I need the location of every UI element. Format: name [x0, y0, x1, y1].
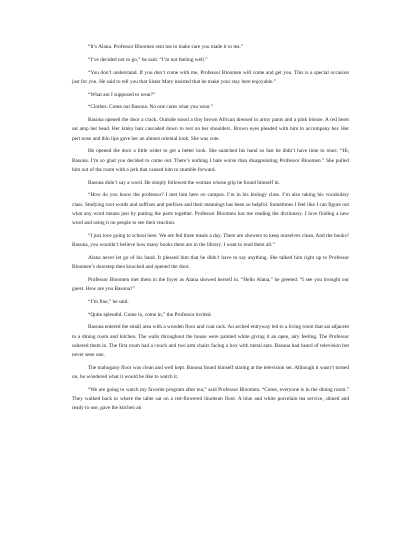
paragraph-12: Professor Bloomen met them in the foyer as Alana showed herself in. “Hello Alana,” he greeted. “I see you brought our guest. How are you Basona?” [72, 276, 349, 292]
paragraph-1: “It’s Alana. Professor Bloomen sent me to make sure you made it to tea.” [88, 44, 244, 50]
paragraph-10: “I just love going to school here. We are fed three meals a day. There are showers to keep ourselves clean. And the books? Basona, you wouldn’t believe how many books there are in the library. I want to read them all.” [72, 232, 349, 248]
paragraph-7: He opened the door a little wider to get a better look. She snatched his hand so fast he didn’t have time to react. “Hi, Basona. I’m so glad you decided to come out. There’s nothing I hate worse than disappointing Professor Bloomen.” She pulled him out of the room with a jerk that caused him to stumble forward. [72, 148, 349, 173]
paragraph-5: “Clothes. Come out Basona. No one cares what you wear.” [88, 104, 214, 111]
body-text [72, 43, 349, 417]
paragraph-3: “You don’t understand. If you don’t come with me, Professor Bloomen will come and get you. This is a special occasion just for you. He said to tell you that Sister Mary insisted that he make your stay here enjoyable.” [72, 69, 349, 85]
paragraph-4: “What am I supposed to wear?” [88, 91, 156, 98]
paragraph-15: Basona entered the small area with a wooden floor and coat rack. An arched entryway led to a living room that sat adjacent to a dining room and kitchen. The walls throughout the house were painted white giving it an open, airy feeling. The Professor ushered them in. The first room had a couch and two arm chairs facing a box with metal ears. Basona had heard of television but never seen one. [72, 324, 349, 358]
paragraph-13: “I’m fine,” he said. [88, 298, 129, 305]
paragraph-8: Basona didn’t say a word. He simply followed the woman whose grip he found himself in. [88, 179, 280, 186]
paragraph-14: “Quite splendid. Come in, come in,” the Professor invited. [88, 311, 212, 318]
paragraph-11: Alana never let go of his hand. It pleased him that he didn’t have to say anything. She talked him right up to Professor Bloomen’s doorstep then knocked and opened the door. [72, 254, 349, 270]
paragraph-9: “How do you know the professor? I met him here on campus. I’m in his biology class. I’m also taking his vocabulary class. Studying root words and suffixes and prefixes and their meanings has been so helpful. Sometimes I feel like I can figure out what any word means just by putting the parts together. Professor Bloomen has me reading the dictionary. I love finding a new word and using it on people to see their reaction. [72, 192, 349, 226]
paragraph-6: Basona opened the door a crack. Outside stood a tiny brown African dressed in army pants and a pink blouse. A red beret sat atop her head. Her kinky hair cascaded down to rest on her shoulders. Brown eyes pleaded with him to accompany her. Her pert nose and thin lips gave her an almost oriental look. She was cute. [72, 117, 349, 142]
paragraph-17: “We are going to watch my favorite program after tea,” said Professor Bloomen. “Come, everyone is in the dining room.” They walked back to where the table sat on a red-flowered linoleum floor. A blue and white porcelain tea service, shined and ready to use, gave the kitchen an [72, 386, 349, 412]
paragraph-16: The mahogany floor was clean and well kept. Basona found himself staring at the television set. Although it wasn’t turned on, he wondered what it would be like to watch it. [72, 364, 349, 380]
paragraph-2: “I’ve decided not to go,” he said. “I’m not feeling well.” [88, 56, 208, 63]
